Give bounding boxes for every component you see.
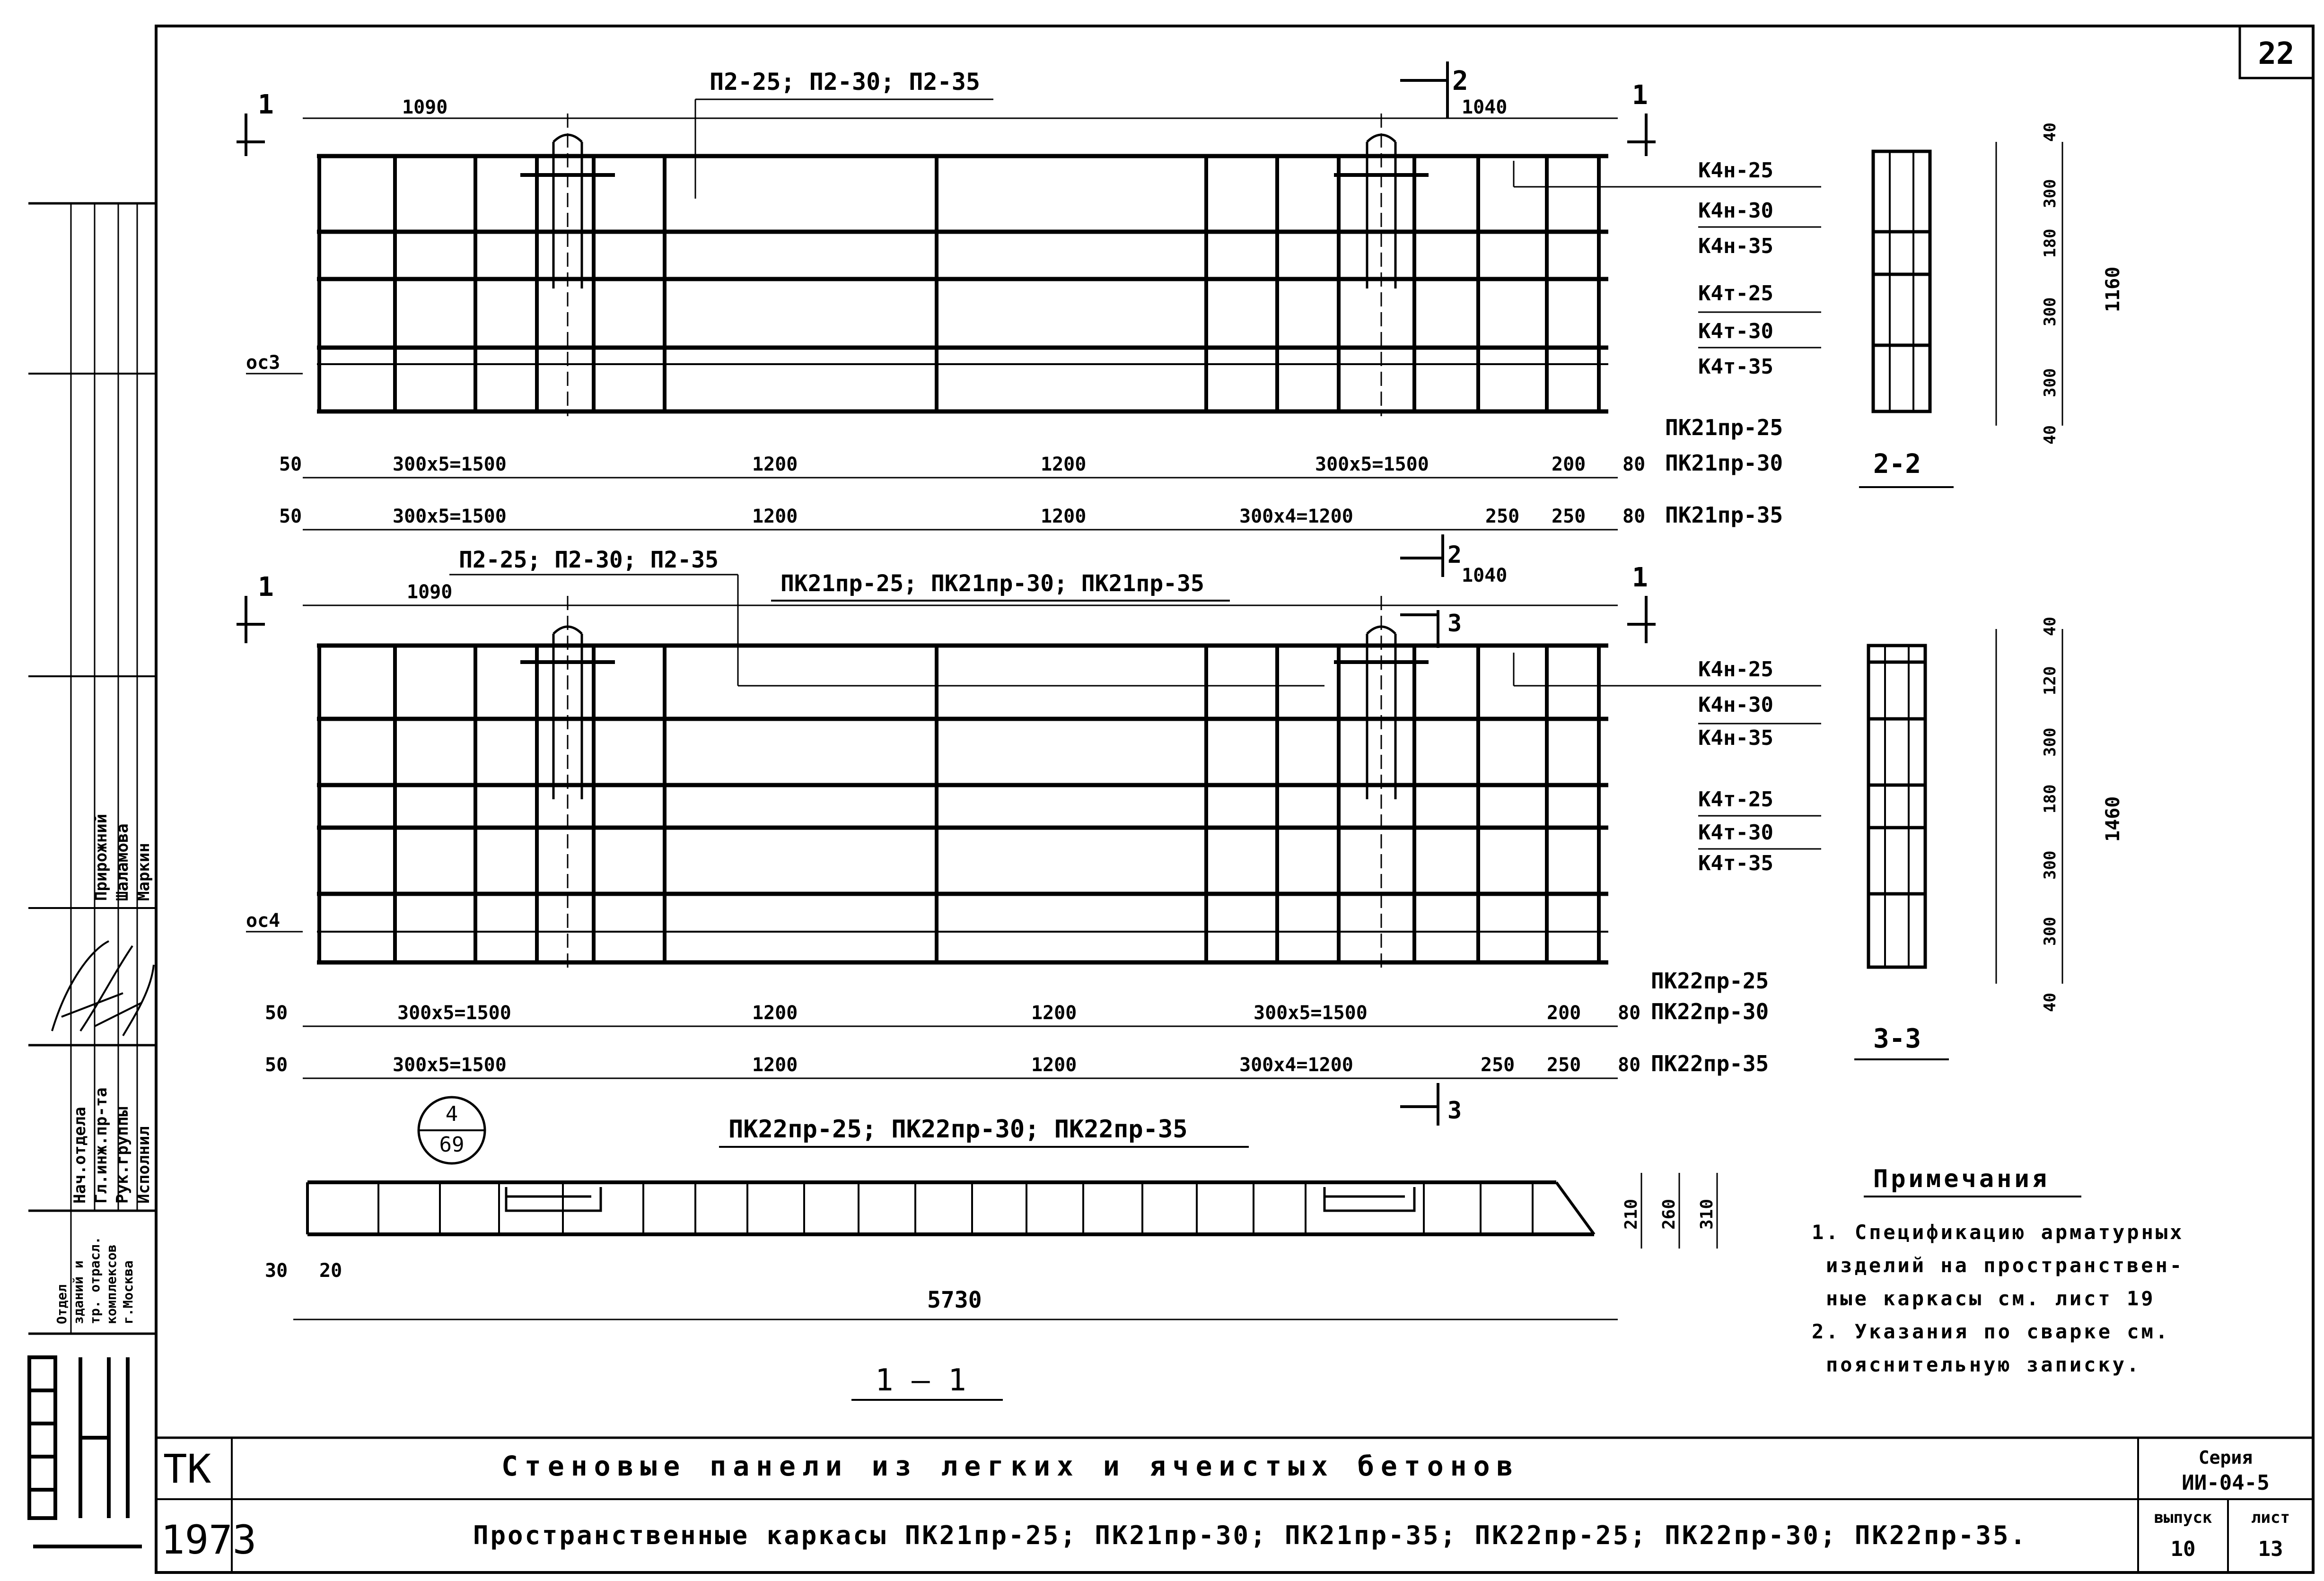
dim3-1: 300x5=1500 — [397, 1002, 511, 1024]
dim4-3: 1200 — [1031, 1054, 1077, 1076]
section-1-1-title: ПК22пр-25; ПК22пр-30; ПК22пр-35 — [728, 1115, 1188, 1144]
section-mark-1-right-b — [1627, 596, 1656, 643]
note-line-3: ные каркасы см. лист 19 — [1826, 1287, 2156, 1310]
frame-name-pk21-25: ПК21пр-25 — [1665, 415, 1783, 440]
stamp-org-2: тр. отрасл. — [87, 1236, 103, 1324]
dim2-6: 250 — [1552, 506, 1586, 527]
sheet-label: лист — [2251, 1508, 2290, 1527]
right-label-b4: К4т-25 — [1698, 787, 1773, 812]
stamp-name-1: Шаламова — [113, 823, 132, 901]
stamp-role-3: Исполнил — [134, 1126, 153, 1204]
s33-dim-1: 120 — [2041, 666, 2060, 695]
bottom-label-p2: П2-25; П2-30; П2-35 — [459, 547, 719, 573]
stamp-name-2: Маркин — [134, 843, 153, 901]
dim4-5: 250 — [1481, 1054, 1515, 1076]
sheet-value: 13 — [2258, 1537, 2283, 1561]
section-mark-3-top — [1400, 610, 1438, 648]
dim4-2: 1200 — [752, 1054, 798, 1076]
lifting-loop-right-2 — [1367, 627, 1395, 799]
section-3-3-name: 3-3 — [1873, 1023, 1921, 1054]
dim2-2: 1200 — [752, 506, 798, 527]
s22-dim-0: 40 — [2041, 122, 2060, 142]
s33-dim-2: 300 — [2041, 727, 2060, 757]
dim-left-1090: 1090 — [402, 96, 448, 118]
section-1-1-name: 1 — 1 — [875, 1363, 966, 1398]
top-label-p2: П2-25; П2-30; П2-35 — [710, 68, 980, 96]
title-block — [156, 1438, 2313, 1572]
s22-dim-3: 300 — [2041, 297, 2060, 326]
loop-plan-left — [506, 1187, 601, 1211]
frame-name-pk22-25: ПК22пр-25 — [1651, 968, 1769, 994]
s22-dim-5: 40 — [2041, 425, 2060, 445]
s22-dim-4: 300 — [2041, 368, 2060, 397]
stamp-org-3: комплексов — [104, 1244, 119, 1324]
bottom-title-pk21: ПК21пр-25; ПК21пр-30; ПК21пр-35 — [781, 570, 1204, 597]
issue-value: 10 — [2170, 1537, 2196, 1561]
dim1-5: 200 — [1552, 454, 1586, 475]
signature-3 — [123, 965, 154, 1036]
dim3-4: 300x5=1500 — [1254, 1002, 1368, 1024]
dim-right-1040: 1040 — [1462, 96, 1508, 118]
dim2-0: 50 — [279, 506, 302, 527]
dim3-3: 1200 — [1031, 1002, 1077, 1024]
section-1-left-b: 1 — [258, 572, 274, 603]
section-mark-1-right — [1627, 114, 1656, 156]
callout-sheet: 69 — [439, 1133, 465, 1157]
axis-label-os4: ос4 — [246, 910, 281, 932]
stamp-name-0: Прирожний — [92, 813, 111, 901]
dim-30: 30 — [265, 1260, 288, 1282]
dim2-7: 80 — [1622, 506, 1646, 527]
s33-dim-4: 300 — [2041, 850, 2060, 880]
right-label-b6: К4т-35 — [1698, 851, 1773, 875]
note-line-4: 2. Указания по сварке см. — [1812, 1320, 2170, 1343]
dim-right-1040-b: 1040 — [1462, 565, 1508, 586]
lifting-loop-left-2 — [553, 627, 582, 799]
stamp-role-1: Гл.инж.пр-та — [92, 1087, 111, 1204]
dim1-1: 300x5=1500 — [393, 454, 507, 475]
dim4-4: 300x4=1200 — [1239, 1054, 1353, 1076]
dim4-7: 80 — [1618, 1054, 1641, 1076]
dim2-5: 250 — [1485, 506, 1520, 527]
dim1-0: 50 — [279, 454, 302, 475]
stamp-org-0: Отдел — [54, 1284, 70, 1324]
height-260: 260 — [1659, 1198, 1679, 1230]
section-2-top: 2 — [1452, 66, 1468, 96]
loop-plan-right — [1324, 1187, 1414, 1211]
dim-total-5730: 5730 — [927, 1287, 982, 1313]
sheet-number: 22 — [2258, 36, 2295, 71]
right-label-b3: К4н-35 — [1698, 726, 1773, 750]
dim1-4: 300x5=1500 — [1315, 454, 1429, 475]
frame-name-pk21-35: ПК21пр-35 — [1665, 502, 1783, 528]
dim4-6: 250 — [1547, 1054, 1581, 1076]
s22-dim-2: 180 — [2041, 228, 2060, 258]
section-2-b: 2 — [1447, 541, 1462, 568]
section-1-1 — [265, 1097, 1717, 1400]
series-value: ИИ-04-5 — [2182, 1471, 2270, 1495]
title-tk: ТК — [163, 1446, 211, 1492]
side-stamp — [28, 203, 156, 1546]
dim-left-1090-b: 1090 — [407, 581, 453, 603]
frame-name-pk22-35: ПК22пр-35 — [1651, 1051, 1769, 1076]
notes — [1812, 1165, 2184, 1376]
section-3-top: 3 — [1447, 610, 1462, 637]
section-1-right-b: 1 — [1632, 562, 1648, 593]
section-mark-2-top — [1400, 61, 1447, 118]
note-line-1: 1. Спецификацию арматурных — [1812, 1221, 2184, 1244]
stamp-role-2: Рук.группы — [113, 1107, 132, 1204]
note-line-5: пояснительную записку. — [1826, 1353, 2141, 1376]
right-label-b5: К4т-30 — [1698, 821, 1773, 845]
callout-num: 4 — [445, 1102, 458, 1126]
s22-dim-1: 300 — [2041, 179, 2060, 208]
s33-dim-6: 40 — [2041, 993, 2060, 1012]
dim3-2: 1200 — [752, 1002, 798, 1024]
section-mark-2-b — [1400, 534, 1443, 577]
right-label-b1: К4н-25 — [1698, 657, 1773, 681]
s33-dim-5: 300 — [2041, 917, 2060, 946]
dim2-3: 1200 — [1041, 506, 1087, 527]
frame-name-pk22-30: ПК22пр-30 — [1651, 999, 1769, 1024]
axis-label-os3: ос3 — [246, 352, 281, 374]
right-label-b2: К4н-30 — [1698, 693, 1773, 717]
section-2-2-name: 2-2 — [1873, 449, 1921, 480]
dim1-3: 1200 — [1041, 454, 1087, 475]
dim1-2: 1200 — [752, 454, 798, 475]
dim-20: 20 — [319, 1260, 342, 1282]
right-label-3: К4н-35 — [1698, 234, 1773, 258]
frame-pk21-plan — [237, 61, 1821, 530]
dim3-6: 80 — [1618, 1002, 1641, 1024]
right-label-6: К4т-35 — [1698, 355, 1773, 379]
dim3-5: 200 — [1547, 1002, 1581, 1024]
issue-label: выпуск — [2154, 1508, 2212, 1527]
section-3-bottom: 3 — [1447, 1097, 1462, 1124]
section-1-right: 1 — [1632, 80, 1648, 111]
dim4-0: 50 — [265, 1054, 288, 1076]
section-2-2 — [1859, 122, 2124, 487]
dim2-4: 300x4=1200 — [1239, 506, 1353, 527]
dim2-1: 300x5=1500 — [393, 506, 507, 527]
right-label-4: К4т-25 — [1698, 281, 1773, 306]
dim4-1: 300x5=1500 — [393, 1054, 507, 1076]
organization-logo — [29, 1357, 142, 1546]
note-line-2: изделий на пространствен- — [1826, 1254, 2184, 1277]
height-310: 310 — [1697, 1198, 1717, 1230]
s33-dim-3: 180 — [2041, 784, 2060, 813]
series-label: Серия — [2198, 1447, 2253, 1468]
section-mark-3-bottom — [1400, 1083, 1438, 1126]
stamp-role-0: Нач.отдела — [70, 1107, 89, 1204]
right-label-2: К4н-30 — [1698, 199, 1773, 223]
frame-pk22-plan — [237, 534, 1821, 1126]
title-line-1: Стеновые панели из легких и ячеистых бетонов — [501, 1450, 1520, 1482]
title-year: 1973 — [161, 1517, 257, 1563]
stamp-org-4: г.Москва — [120, 1260, 136, 1324]
section-3-3 — [1854, 617, 2124, 1059]
right-label-1: К4н-25 — [1698, 158, 1773, 183]
s33-dim-0: 40 — [2041, 617, 2060, 636]
height-210: 210 — [1622, 1198, 1641, 1230]
s22-total: 1160 — [2102, 266, 2124, 312]
right-label-5: К4т-30 — [1698, 319, 1773, 343]
title-line-2: Пространственные каркасы ПК21пр-25; ПК21пр-30; ПК21пр-35; ПК22пр-25; ПК22пр-30; ПК22пр-35. — [473, 1520, 2027, 1550]
section-mark-1-left-b — [237, 596, 265, 643]
dim3-0: 50 — [265, 1002, 288, 1024]
dim1-6: 80 — [1622, 454, 1646, 475]
s33-total: 1460 — [2102, 796, 2124, 842]
frame-name-pk21-30: ПК21пр-30 — [1665, 450, 1783, 476]
stamp-org-1: зданий и — [70, 1260, 86, 1324]
notes-title: Примечания — [1873, 1165, 2050, 1193]
section-1-left: 1 — [258, 89, 274, 120]
